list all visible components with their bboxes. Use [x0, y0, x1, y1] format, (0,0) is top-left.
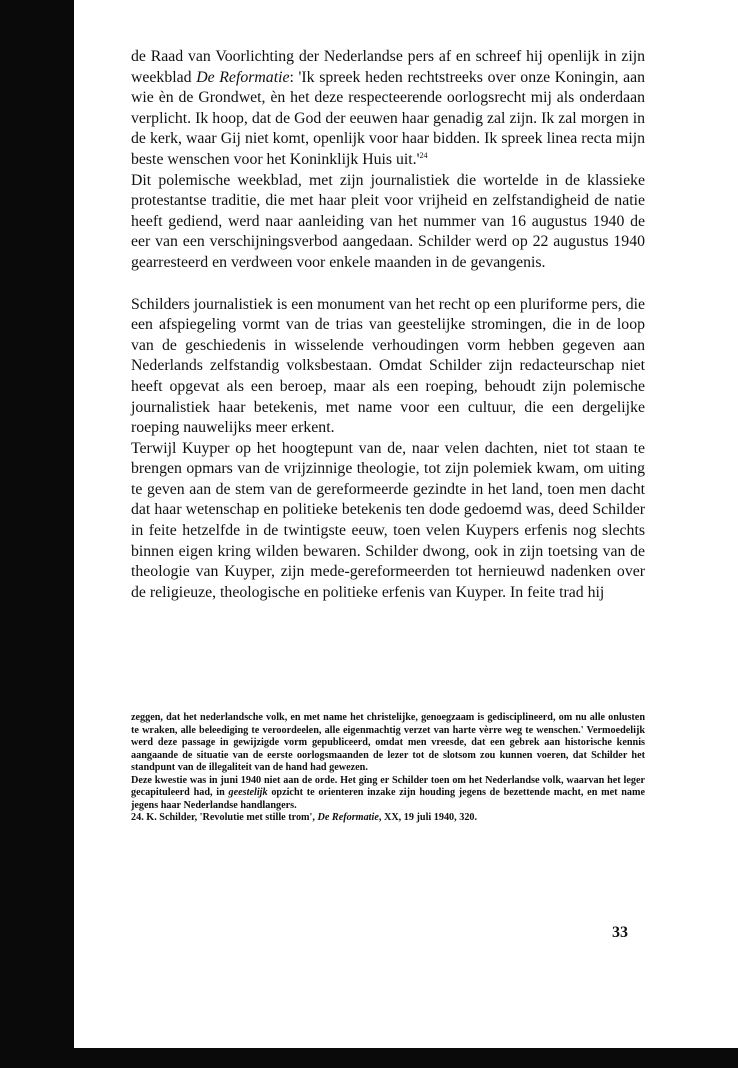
paragraph-3: Schilders journalistiek is een monument van het recht op een pluriforme pers, die een afspiegeling vormt van de trias van geestelijke stromingen, die in de loop van de geschiedenis in wisselende verhoudingen vorm hebben gegeven aan Nederlands zelfstandig volksbestaan. Omdat Schilder zijn redacteurschap niet heeft opgevat als een beroep, maar als een roeping, behoudt zijn polemische journalistiek haar betekenis, met name voor een cultuur, die een dergelijke roeping nauwelijks meer erkent. [131, 295, 645, 437]
footnote-24: 24. K. Schilder, 'Revolutie met stille trom', De Reformatie, XX, 19 juli 1940, 320. [131, 812, 478, 823]
footnotes [131, 712, 645, 825]
page-number: 33 [612, 924, 628, 941]
scan-edge-left [0, 0, 74, 1068]
paragraph-4: Terwijl Kuyper op het hoogtepunt van de, naar velen dachten, niet tot staan te brengen opmars van de vrijzinnige theologie, tot zijn polemiek kwam, om uiting te geven aan de stem van de gereformeerde gezindte in het land, toen men dacht dat haar wetenschap en politieke betekenis ten dode gedoemd was, deed Schilder in feite hetzelfde in de twintigste eeuw, toen velen Kuypers erfenis nog slechts binnen eigen kring wilden bewaren. Schilder dwong, ook in zijn toetsing van de theologie van Kuyper, zijn mede-gereformeerden tot hernieuwd nadenken over de religieuze, theologische en politieke erfenis van Kuyper. In feite trad hij [131, 439, 645, 601]
scan-edge-bottom [0, 1048, 738, 1068]
footnote-continuation-2: Deze kwestie was in juni 1940 niet aan de orde. Het ging er Schilder toen om het Nederlandse volk, waarvan het leger gecapituleerd had, in geestelijk opzicht te orienteren inzake zijn houding jegens de bezettende macht, en met name jegens haar Nederlandse handlangers. [131, 774, 645, 811]
footnote-continuation: zeggen, dat het nederlandsche volk, en met name het christelijke, genoegzaam is gedisciplineerd, om nu alle onlusten te wraken, alle beleediging te veroordeelen, alle eigenmachtig verzet van harte vèrre weg te wenschen.' Vermoedelijk werd deze passage in gewijzigde vorm gepubliceerd, omdat men vreesde, dat een gebrek aan historische kennis aangaande de situatie van de eerste oorlogsmaanden de lezer tot de slotsom zou kunnen voeren, dat Schilder het standpunt van de illegaliteit van de hand had gewezen. [131, 712, 645, 773]
paragraph-2: Dit polemische weekblad, met zijn journalistiek die wortelde in de klassieke protestantse traditie, die met haar pleit voor vrijheid en zelfstandigheid de natie heeft gediend, werd naar aanleiding van het nummer van 16 augustus 1940 de eer van een verschijningsverbod aangedaan. Schilder werd op 22 augustus 1940 gearresteerd en verdween voor enkele maanden in de gevangenis. [131, 171, 645, 271]
footnote-ref: 24 [419, 150, 428, 160]
main-text [131, 47, 645, 603]
paragraph-1: de Raad van Voorlichting der Nederlandse pers af en schreef hij openlijk in zijn weekblad De Reformatie: 'Ik spreek heden rechtstreeks over onze Koningin, aan wie èn de Grondwet, èn het deze respecteerende oorlogsrecht mij als onderdaan verplicht. Ik hoop, dat de God der eeuwen haar genadig zal zijn. Ik zal morgen in de kerk, waar Gij niet komt, openlijk voor haar bidden. Ik spreek linea recta mijn beste wenschen voor het Koninklijk Huis uit.'$^{24}$ [131, 48, 646, 168]
publication-title: De Reformatie [196, 68, 290, 86]
